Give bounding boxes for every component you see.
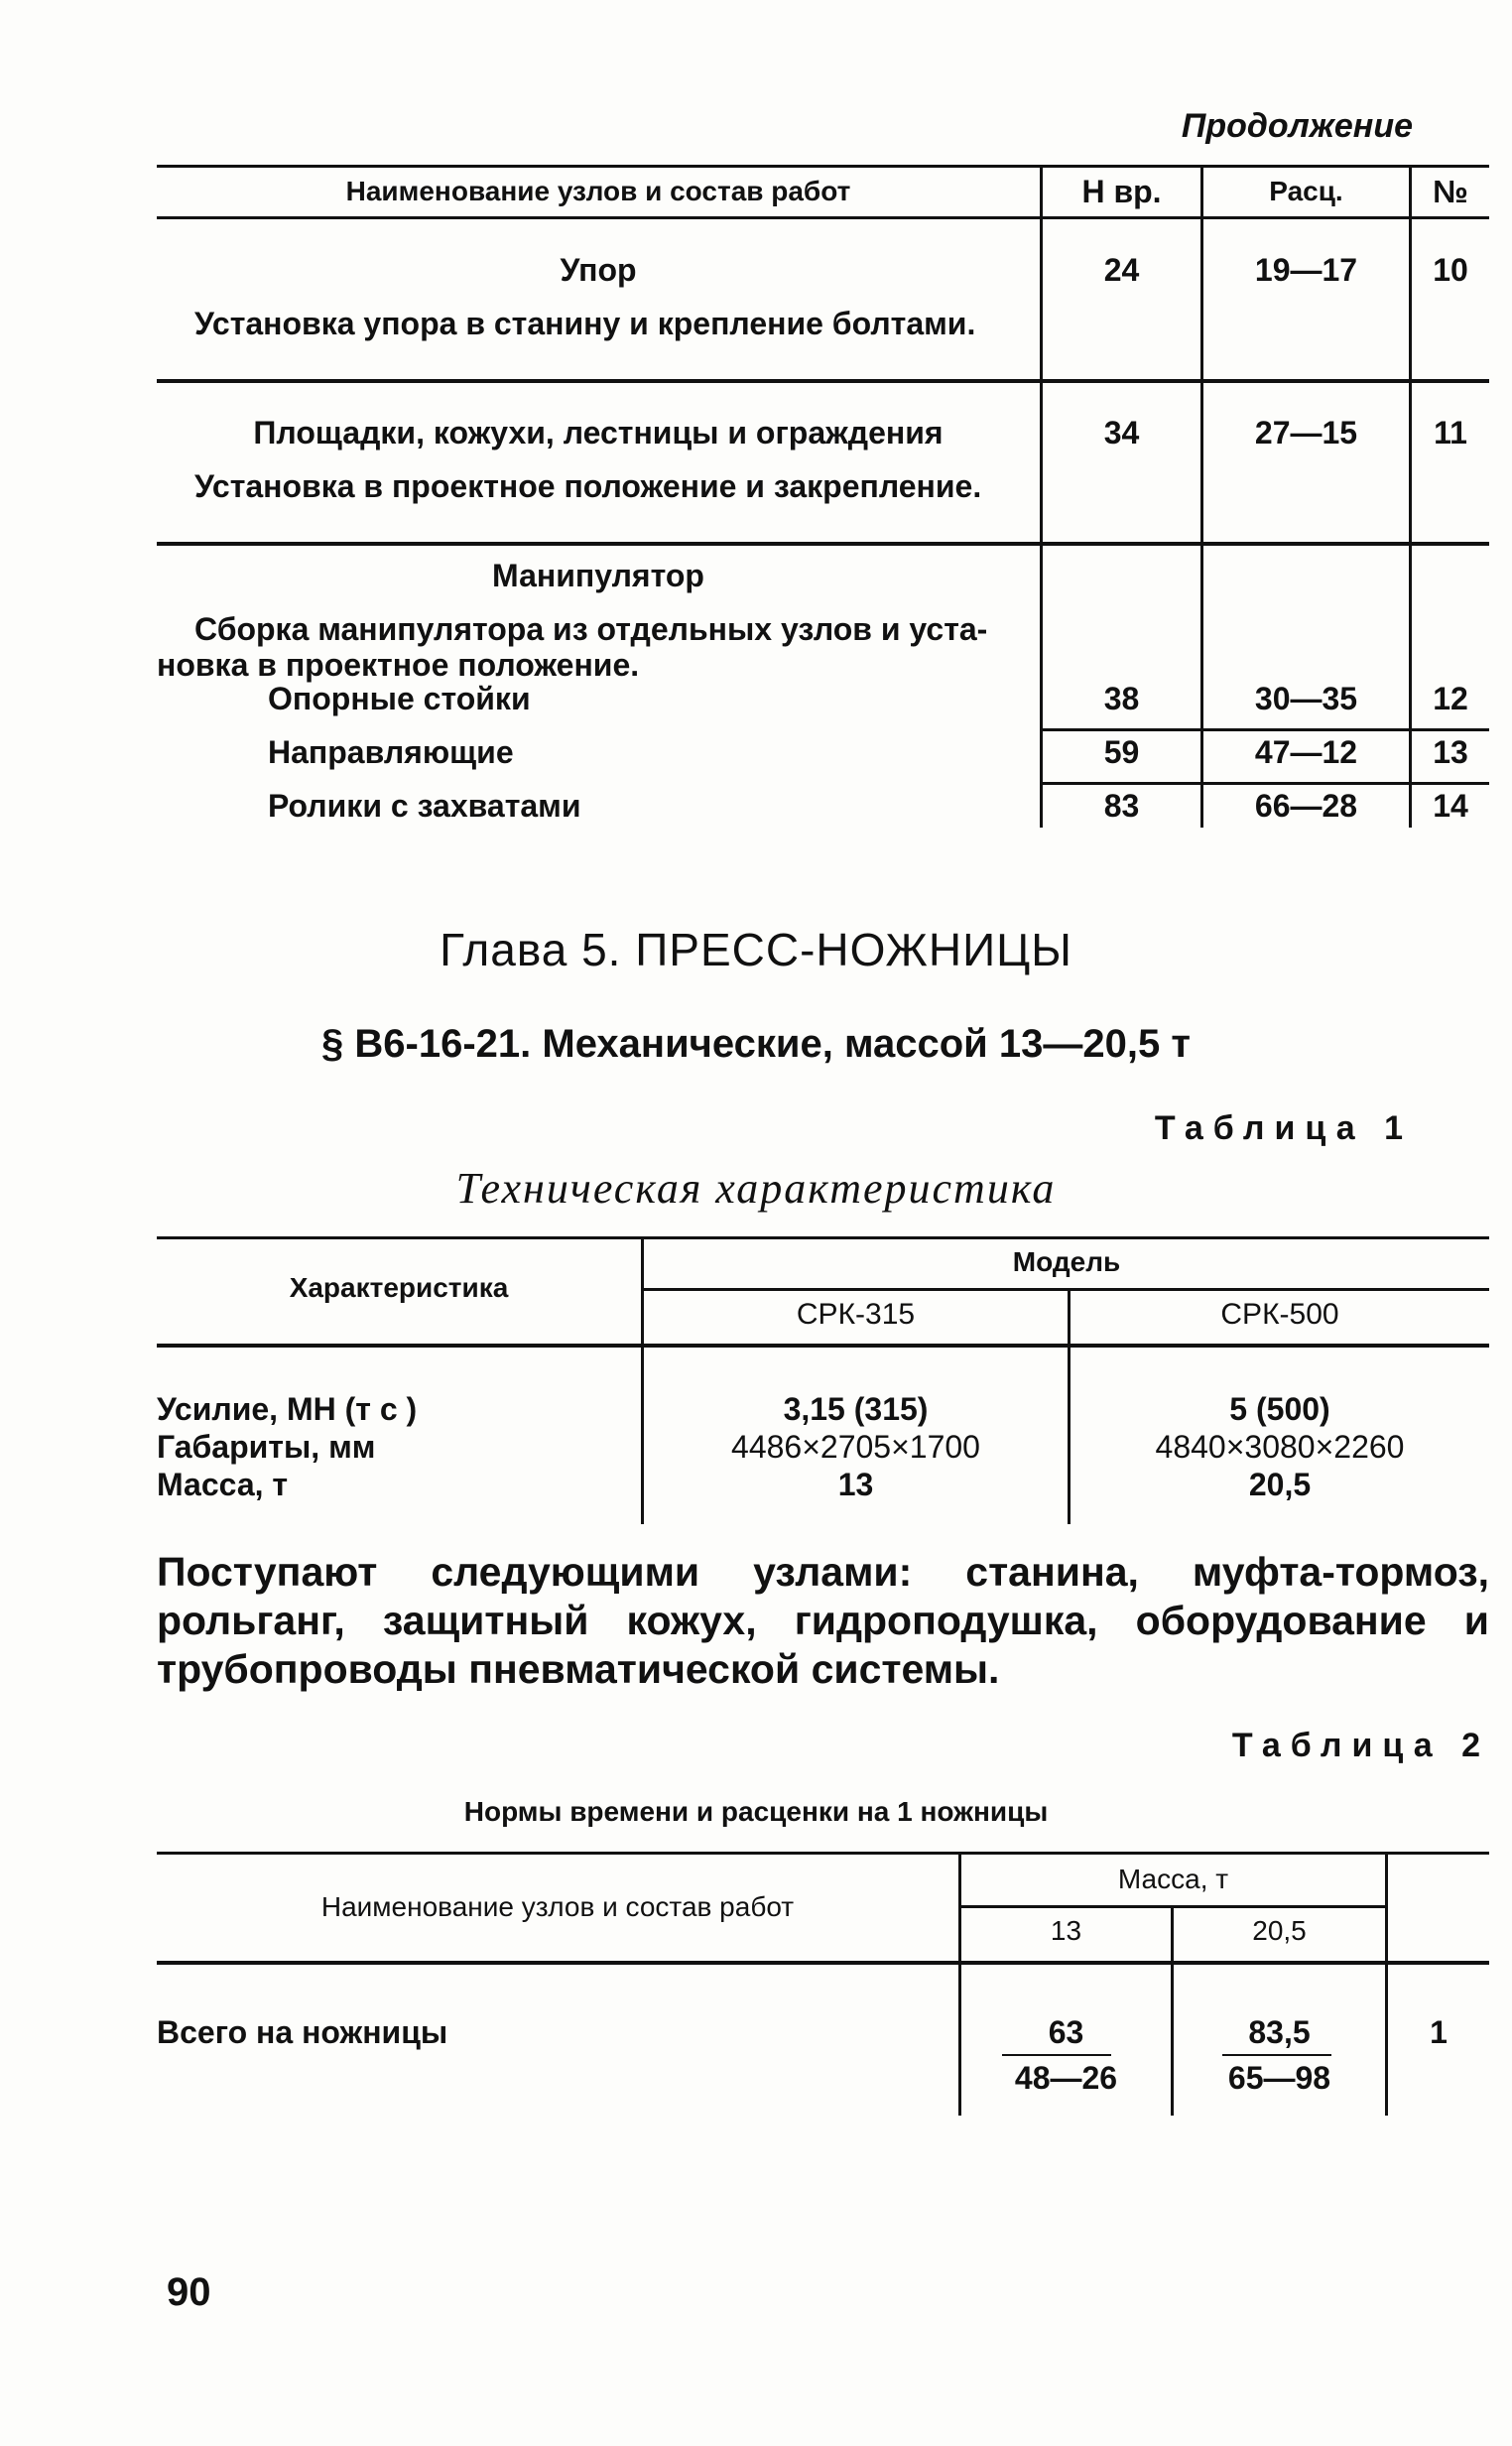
chapter-title: Глава 5. ПРЕСС-НОЖНИЦЫ [440,924,1072,975]
row-name: Всего на ножницы [157,2014,448,2050]
mass-a: 13 [1050,1915,1082,1946]
header-name: Наименование узлов и состав работ [345,176,851,206]
table-rule [157,1344,1489,1348]
row-num: 10 [1433,252,1468,288]
model-a: СРК-315 [796,1298,916,1331]
sub-rasc: 47—12 [1254,734,1358,770]
table-rule [157,1961,1489,1965]
row-b: 20,5 [1248,1467,1312,1502]
header-hvr: Н вр. [1081,174,1162,209]
table2-label: Таблица 2 [1231,1727,1490,1764]
row-a: 4486×2705×1700 [731,1429,980,1465]
table-rule [157,1236,1489,1239]
sub-hvr: 59 [1103,734,1140,770]
sub-rasc: 66—28 [1254,788,1358,824]
body-paragraph: Поступают следующими узлами: станина, муфта-тормоз, рольганг, защитный кожух, гидроподушка, оборудование и трубопроводы пневматической системы. [157,1549,1489,1692]
continuation-label: Продолжение [1181,107,1413,145]
row-desc: Установка в проектное положение и закрепление. [194,468,982,504]
header-model: Модель [1012,1246,1121,1277]
manip-desc: Сборка манипулятора из отдельных узлов и уста- [194,611,988,647]
sub-rasc: 30—35 [1254,681,1358,716]
row-title: Площадки, кожухи, лестницы и ограждения [253,415,944,451]
row-title: Упор [560,252,637,288]
row-hvr: 24 [1103,252,1140,288]
row-rasc: 19—17 [1254,252,1358,288]
row-b: 5 (500) [1229,1391,1330,1427]
sub-hvr: 83 [1103,788,1140,824]
row-num: 11 [1434,415,1467,451]
table1-title: Техническая характеристика [455,1164,1057,1213]
value-a-top: 63 [1048,2014,1084,2050]
mass-b: 20,5 [1252,1915,1307,1946]
row-hvr: 34 [1103,415,1140,451]
table-rule [157,542,1489,546]
sub-label: Ролики с захватами [268,788,581,824]
value-b-top: 83,5 [1248,2014,1311,2050]
table-rule [157,216,1489,219]
sub-label: Направляющие [268,734,514,770]
fraction-line [1222,2054,1331,2056]
manip-title: Манипулятор [492,558,704,593]
table2-title: Нормы времени и расценки на 1 ножницы [463,1796,1049,1827]
manip-desc: новка в проектное положение. [157,647,640,683]
header-name: Наименование узлов и состав работ [320,1891,795,1922]
sub-num: 14 [1433,788,1468,824]
row-desc: Установка упора в станину и крепление болтами. [194,306,976,341]
fraction-line [1002,2054,1111,2056]
table-rule [643,1288,1489,1291]
table-rule [157,165,1489,168]
page-number: 90 [167,2270,211,2314]
value-b-bottom: 65—98 [1227,2060,1331,2096]
sub-num: 13 [1433,734,1468,770]
table1-label: Таблица 1 [1154,1109,1413,1147]
row-name: Масса, т [157,1467,289,1502]
column-divider [1385,1852,1388,2116]
table-rule [1042,728,1489,731]
sub-hvr: 38 [1103,681,1140,716]
row-a: 3,15 (315) [783,1391,929,1427]
row-num: 1 [1430,2014,1448,2050]
value-a-bottom: 48—26 [1014,2060,1118,2096]
row-rasc: 27—15 [1254,415,1358,451]
sub-num: 12 [1433,681,1468,716]
row-b: 4840×3080×2260 [1155,1429,1405,1465]
table-rule [960,1905,1387,1908]
table-rule [157,379,1489,383]
header-num: № [1433,174,1468,209]
sub-label: Опорные стойки [268,681,531,716]
header-mass: Масса, т [1117,1864,1229,1894]
header-rasc: Расц. [1269,176,1343,206]
section-title: § В6-16-21. Механические, массой 13—20,5 т [321,1022,1191,1066]
row-a: 13 [837,1467,874,1502]
row-name: Габариты, мм [157,1429,376,1465]
header-characteristic: Характеристика [289,1272,509,1303]
table-rule [1042,782,1489,785]
row-name: Усилие, МН (т с ) [157,1391,418,1427]
table-rule [157,1852,1489,1855]
model-b: СРК-500 [1220,1298,1339,1331]
